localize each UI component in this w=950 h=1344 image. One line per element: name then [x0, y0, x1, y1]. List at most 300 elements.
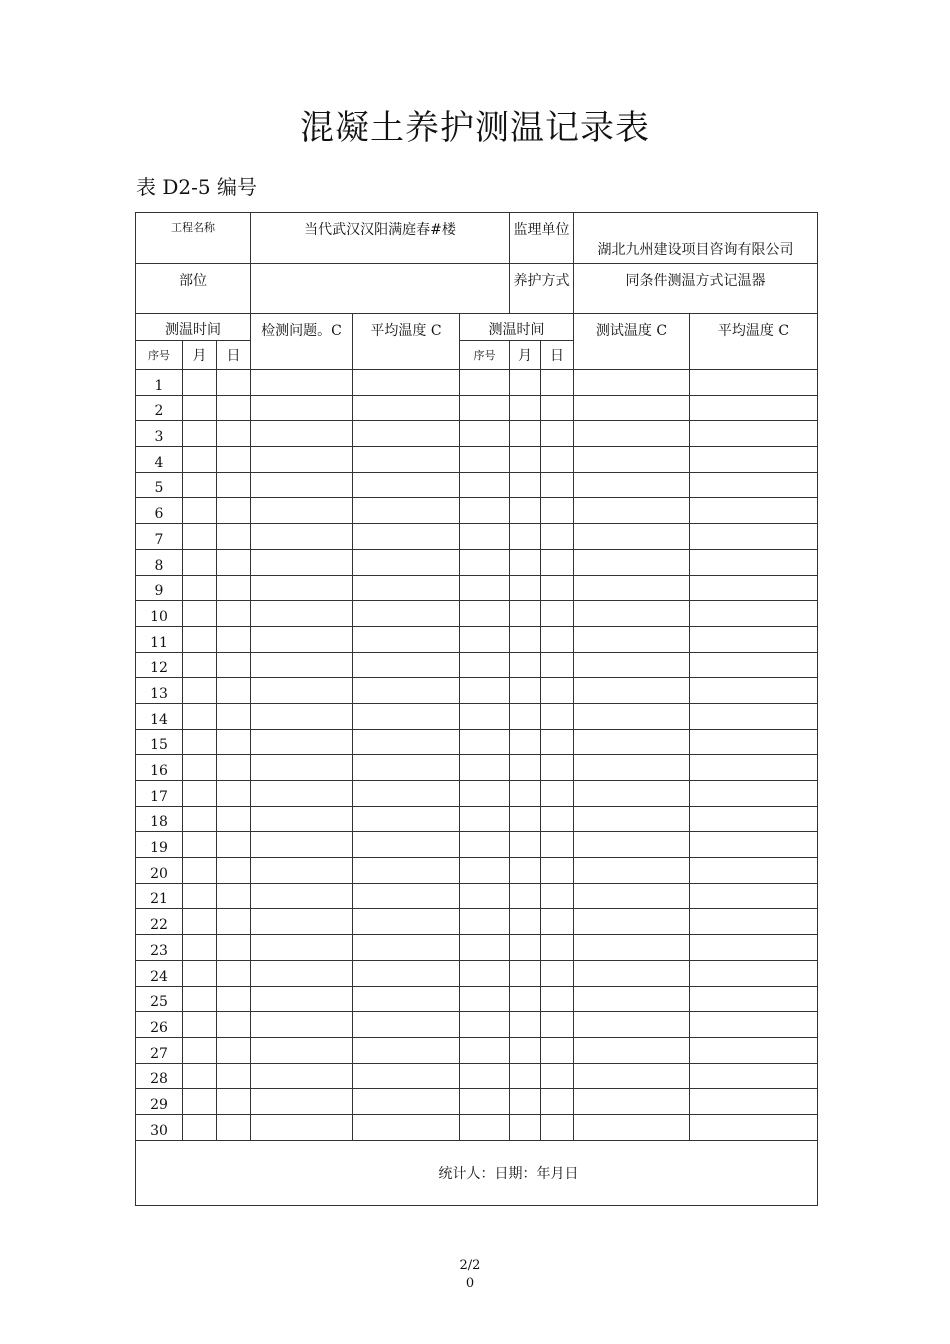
table-cell	[183, 370, 217, 396]
table-cell	[251, 626, 353, 652]
table-cell	[574, 421, 690, 447]
table-cell	[690, 678, 818, 704]
table-row	[136, 678, 818, 704]
table-cell	[217, 1114, 251, 1140]
table-cell	[460, 806, 510, 832]
row-number: 9	[136, 575, 183, 601]
table-cell	[690, 575, 818, 601]
table-cell	[574, 883, 690, 909]
table-cell	[460, 524, 510, 550]
table-cell	[541, 447, 574, 473]
table-cell	[353, 472, 460, 498]
table-cell	[217, 858, 251, 884]
table-cell	[217, 575, 251, 601]
table-cell	[251, 1089, 353, 1115]
day-header-left: 日	[217, 341, 251, 370]
table-cell	[541, 883, 574, 909]
table-cell	[510, 601, 541, 627]
table-row	[136, 524, 818, 550]
table-cell	[690, 1114, 818, 1140]
check-temp-header: 检测问题。C	[251, 314, 353, 370]
table-cell	[251, 601, 353, 627]
table-cell	[690, 858, 818, 884]
table-cell	[183, 652, 217, 678]
table-cell	[510, 935, 541, 961]
row-number: 12	[136, 652, 183, 678]
table-cell	[541, 472, 574, 498]
table-cell	[690, 986, 818, 1012]
table-cell	[183, 1012, 217, 1038]
table-cell	[353, 1063, 460, 1089]
table-cell	[183, 1089, 217, 1115]
table-cell	[251, 858, 353, 884]
table-cell	[510, 447, 541, 473]
table-cell	[510, 652, 541, 678]
table-cell	[460, 1037, 510, 1063]
table-cell	[183, 1114, 217, 1140]
table-cell	[217, 472, 251, 498]
page-number-line2: 0	[465, 1276, 475, 1291]
table-cell	[574, 1114, 690, 1140]
table-row	[136, 421, 818, 447]
table-cell	[574, 626, 690, 652]
table-cell	[541, 1114, 574, 1140]
table-row	[136, 832, 818, 858]
table-cell	[541, 909, 574, 935]
table-cell	[353, 729, 460, 755]
table-cell	[690, 652, 818, 678]
table-cell	[510, 729, 541, 755]
row-number: 25	[136, 986, 183, 1012]
table-cell	[217, 626, 251, 652]
table-cell	[353, 832, 460, 858]
table-cell	[460, 935, 510, 961]
table-cell	[183, 960, 217, 986]
table-cell	[460, 755, 510, 781]
table-row	[136, 447, 818, 473]
table-row	[136, 498, 818, 524]
table-cell	[183, 395, 217, 421]
table-cell	[541, 498, 574, 524]
test-temp-header: 测试温度 C	[574, 314, 690, 370]
table-cell	[460, 909, 510, 935]
table-cell	[353, 986, 460, 1012]
table-cell	[541, 1063, 574, 1089]
table-cell	[510, 678, 541, 704]
table-cell	[574, 549, 690, 575]
page-number-line1: 2/2	[459, 1258, 481, 1273]
table-row	[136, 472, 818, 498]
row-number: 11	[136, 626, 183, 652]
table-cell	[690, 370, 818, 396]
table-cell	[510, 1114, 541, 1140]
table-row	[136, 806, 818, 832]
table-cell	[541, 601, 574, 627]
table-cell	[460, 652, 510, 678]
table-cell	[251, 960, 353, 986]
table-cell	[541, 1089, 574, 1115]
table-cell	[183, 986, 217, 1012]
table-cell	[183, 1063, 217, 1089]
table-cell	[541, 524, 574, 550]
table-cell	[353, 909, 460, 935]
table-cell	[690, 832, 818, 858]
table-cell	[460, 395, 510, 421]
table-cell	[541, 575, 574, 601]
seq-header-left: 序号	[136, 341, 183, 370]
table-cell	[690, 395, 818, 421]
table-cell	[217, 960, 251, 986]
table-cell	[353, 883, 460, 909]
table-cell	[183, 935, 217, 961]
table-cell	[541, 832, 574, 858]
table-cell	[510, 498, 541, 524]
table-cell	[541, 370, 574, 396]
table-cell	[460, 703, 510, 729]
table-cell	[510, 703, 541, 729]
table-row	[136, 626, 818, 652]
temperature-record-table	[135, 212, 818, 1206]
table-cell	[353, 755, 460, 781]
table-cell	[510, 832, 541, 858]
table-cell	[510, 1037, 541, 1063]
table-cell	[353, 498, 460, 524]
table-row	[136, 703, 818, 729]
project-name-label: 工程名称	[136, 213, 251, 264]
table-cell	[541, 395, 574, 421]
table-cell	[217, 447, 251, 473]
table-cell	[183, 601, 217, 627]
table-cell	[541, 421, 574, 447]
table-cell	[574, 447, 690, 473]
table-cell	[690, 806, 818, 832]
table-cell	[690, 781, 818, 807]
row-number: 30	[136, 1114, 183, 1140]
table-cell	[217, 755, 251, 781]
avg-temp-header-left: 平均温度 C	[353, 314, 460, 370]
part-value	[251, 264, 510, 314]
month-header-left: 月	[183, 341, 217, 370]
table-cell	[460, 1114, 510, 1140]
table-cell	[251, 652, 353, 678]
table-cell	[510, 1063, 541, 1089]
row-number: 10	[136, 601, 183, 627]
table-cell	[574, 1063, 690, 1089]
table-cell	[217, 652, 251, 678]
table-cell	[541, 1037, 574, 1063]
table-cell	[183, 626, 217, 652]
table-row	[136, 395, 818, 421]
table-cell	[574, 858, 690, 884]
row-number: 23	[136, 935, 183, 961]
table-cell	[541, 960, 574, 986]
table-cell	[183, 729, 217, 755]
table-cell	[460, 1089, 510, 1115]
table-cell	[460, 421, 510, 447]
row-number: 4	[136, 447, 183, 473]
form-number: 表 D2-5 编号	[136, 175, 257, 199]
table-cell	[541, 755, 574, 781]
table-cell	[217, 1089, 251, 1115]
table-cell	[183, 524, 217, 550]
curing-method-label: 养护方式	[510, 264, 574, 314]
table-cell	[574, 935, 690, 961]
supervisor-value: 湖北九州建设项目咨询有限公司	[574, 213, 818, 264]
row-number: 20	[136, 858, 183, 884]
table-cell	[183, 447, 217, 473]
table-cell	[460, 960, 510, 986]
table-cell	[251, 806, 353, 832]
table-cell	[541, 626, 574, 652]
row-number: 24	[136, 960, 183, 986]
table-cell	[251, 1063, 353, 1089]
table-row	[136, 935, 818, 961]
table-cell	[251, 935, 353, 961]
table-cell	[574, 986, 690, 1012]
table-cell	[183, 832, 217, 858]
table-cell	[251, 1012, 353, 1038]
table-cell	[460, 626, 510, 652]
table-cell	[353, 421, 460, 447]
table-cell	[353, 1012, 460, 1038]
row-number: 8	[136, 549, 183, 575]
table-cell	[460, 729, 510, 755]
table-cell	[183, 421, 217, 447]
avg-temp-header-right: 平均温度 C	[690, 314, 818, 370]
table-cell	[353, 626, 460, 652]
month-header-right: 月	[510, 341, 541, 370]
table-cell	[460, 575, 510, 601]
table-cell	[353, 935, 460, 961]
table-cell	[251, 498, 353, 524]
row-number: 6	[136, 498, 183, 524]
table-cell	[217, 601, 251, 627]
table-cell	[251, 909, 353, 935]
seq-header-right: 序号	[460, 341, 510, 370]
row-number: 21	[136, 883, 183, 909]
table-cell	[574, 575, 690, 601]
table-cell	[460, 858, 510, 884]
table-cell	[574, 960, 690, 986]
table-cell	[353, 1114, 460, 1140]
table-cell	[690, 909, 818, 935]
table-cell	[460, 549, 510, 575]
table-cell	[510, 986, 541, 1012]
day-header-right: 日	[541, 341, 574, 370]
measure-time-header-left: 测温时间	[136, 314, 251, 341]
table-cell	[353, 703, 460, 729]
table-cell	[690, 421, 818, 447]
table-cell	[353, 858, 460, 884]
table-cell	[510, 395, 541, 421]
table-cell	[353, 960, 460, 986]
table-cell	[183, 678, 217, 704]
table-cell	[217, 986, 251, 1012]
table-cell	[460, 370, 510, 396]
table-row	[136, 652, 818, 678]
table-cell	[574, 832, 690, 858]
table-cell	[353, 395, 460, 421]
table-cell	[217, 421, 251, 447]
table-cell	[251, 395, 353, 421]
table-row	[136, 960, 818, 986]
table-cell	[574, 370, 690, 396]
table-cell	[251, 472, 353, 498]
table-cell	[217, 524, 251, 550]
table-cell	[183, 883, 217, 909]
table-row	[136, 986, 818, 1012]
table-cell	[574, 1012, 690, 1038]
table-cell	[541, 703, 574, 729]
table-cell	[183, 806, 217, 832]
table-cell	[574, 1089, 690, 1115]
table-row	[136, 781, 818, 807]
table-cell	[183, 909, 217, 935]
table-cell	[353, 575, 460, 601]
table-cell	[690, 1089, 818, 1115]
table-cell	[460, 472, 510, 498]
table-cell	[460, 1012, 510, 1038]
table-cell	[217, 1012, 251, 1038]
table-cell	[690, 960, 818, 986]
table-cell	[510, 575, 541, 601]
table-cell	[460, 832, 510, 858]
table-cell	[217, 395, 251, 421]
data-rows	[136, 370, 818, 1141]
table-cell	[510, 909, 541, 935]
table-cell	[510, 472, 541, 498]
table-cell	[183, 498, 217, 524]
table-cell	[574, 395, 690, 421]
table-cell	[251, 678, 353, 704]
table-cell	[251, 370, 353, 396]
table-cell	[460, 498, 510, 524]
table-cell	[510, 858, 541, 884]
row-number: 2	[136, 395, 183, 421]
table-cell	[574, 678, 690, 704]
measure-time-header-right: 测温时间	[460, 314, 574, 341]
table-cell	[690, 1037, 818, 1063]
row-number: 5	[136, 472, 183, 498]
table-cell	[353, 601, 460, 627]
table-cell	[510, 960, 541, 986]
table-cell	[251, 986, 353, 1012]
table-row	[136, 1037, 818, 1063]
table-cell	[690, 935, 818, 961]
table-cell	[690, 729, 818, 755]
table-cell	[217, 1063, 251, 1089]
table-row	[136, 858, 818, 884]
row-number: 14	[136, 703, 183, 729]
table-cell	[460, 1063, 510, 1089]
table-cell	[251, 524, 353, 550]
table-cell	[574, 472, 690, 498]
table-cell	[460, 986, 510, 1012]
row-number: 13	[136, 678, 183, 704]
table-cell	[217, 498, 251, 524]
table-cell	[574, 498, 690, 524]
table-cell	[183, 781, 217, 807]
table-cell	[217, 549, 251, 575]
table-cell	[353, 549, 460, 575]
table-cell	[251, 883, 353, 909]
page-title: 混凝土养护测温记录表	[300, 108, 650, 148]
table-cell	[510, 1089, 541, 1115]
table-cell	[251, 755, 353, 781]
table-cell	[460, 781, 510, 807]
table-cell	[690, 883, 818, 909]
table-cell	[574, 524, 690, 550]
table-cell	[690, 472, 818, 498]
table-cell	[251, 1114, 353, 1140]
table-cell	[541, 729, 574, 755]
table-cell	[251, 447, 353, 473]
table-cell	[353, 370, 460, 396]
table-cell	[460, 447, 510, 473]
table-cell	[574, 703, 690, 729]
table-cell	[353, 524, 460, 550]
table-cell	[690, 447, 818, 473]
table-row	[136, 1012, 818, 1038]
table-cell	[690, 703, 818, 729]
table-cell	[510, 421, 541, 447]
footer-signature-line: 统计人：日期：年月日	[136, 1140, 818, 1205]
table-cell	[353, 678, 460, 704]
table-cell	[574, 909, 690, 935]
table-cell	[251, 781, 353, 807]
table-row	[136, 1089, 818, 1115]
table-cell	[690, 755, 818, 781]
table-cell	[353, 806, 460, 832]
table-cell	[353, 1037, 460, 1063]
table-cell	[183, 858, 217, 884]
table-cell	[217, 909, 251, 935]
row-number: 22	[136, 909, 183, 935]
table-cell	[690, 498, 818, 524]
table-row	[136, 601, 818, 627]
row-number: 26	[136, 1012, 183, 1038]
table-cell	[541, 858, 574, 884]
table-cell	[510, 1012, 541, 1038]
table-cell	[690, 549, 818, 575]
row-number: 1	[136, 370, 183, 396]
table-cell	[510, 781, 541, 807]
table-cell	[217, 883, 251, 909]
table-cell	[251, 421, 353, 447]
table-cell	[690, 1012, 818, 1038]
row-number: 16	[136, 755, 183, 781]
table-row	[136, 755, 818, 781]
table-cell	[217, 935, 251, 961]
table-cell	[541, 652, 574, 678]
table-cell	[251, 729, 353, 755]
table-cell	[510, 524, 541, 550]
table-row	[136, 575, 818, 601]
page-number	[440, 1257, 500, 1293]
table-cell	[251, 575, 353, 601]
row-number: 29	[136, 1089, 183, 1115]
curing-method-value: 同条件测温方式记温器	[574, 264, 818, 314]
table-row	[136, 1063, 818, 1089]
project-name-value: 当代武汉汉阳满庭春#楼	[251, 213, 510, 264]
table-cell	[574, 652, 690, 678]
table-cell	[690, 1063, 818, 1089]
table-cell	[251, 1037, 353, 1063]
table-cell	[574, 781, 690, 807]
table-cell	[510, 626, 541, 652]
row-number: 18	[136, 806, 183, 832]
table-cell	[510, 755, 541, 781]
